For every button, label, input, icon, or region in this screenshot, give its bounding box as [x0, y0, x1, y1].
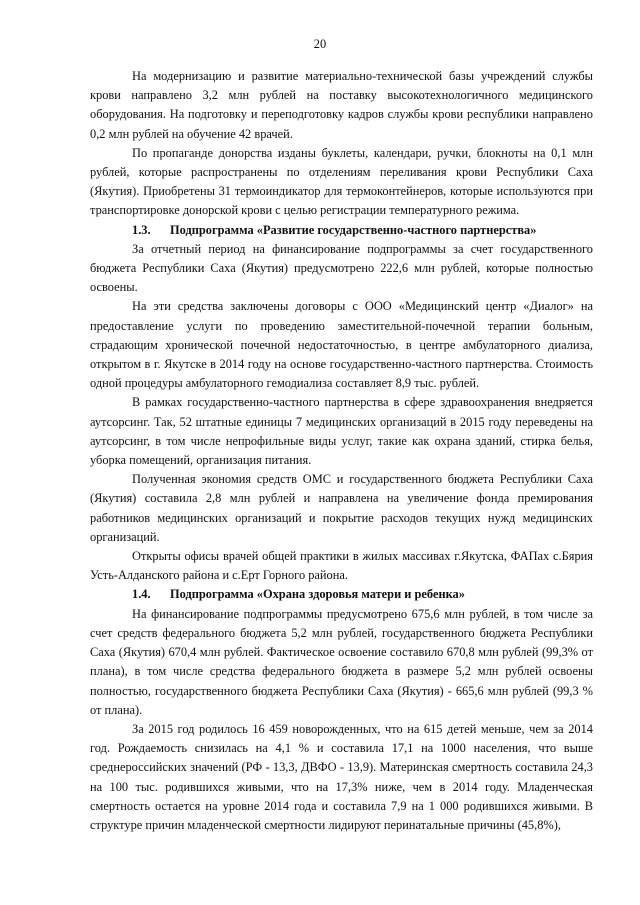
page-number: 20 — [313, 37, 327, 51]
section-number: 1.3. — [132, 222, 151, 237]
paragraph-maternal-funding: На финансирование подпрограммы предусмотрено 675,6 млн рублей, в том числе за счет средств федерального бюджета 5,2 млн рублей, государственного бюджета Республики Саха (Якутия) 670,4 млн рублей. Фактическое освоение составило 670,8 млн рублей (99,3% от плана), в том числе средства федерального бюджета в размере 5,2 млн рублей освоены полностью, государственного бюджета Республики Саха (Якутия) - 665,6 млн рублей (99,3 % от плана). — [90, 606, 593, 717]
page-body — [90, 67, 593, 835]
paragraph-outsourcing: В рамках государственно-частного партнерства в сфере здравоохранения внедряется аутсорсинг. Так, 52 штатные единицы 7 медицинских организаций в 2015 году переведены на аутсорсинг, в том числе непрофильные виды услуг, такие как охрана зданий, стирка белья, уборка помещений, организация питания. — [90, 395, 593, 468]
paragraph-blood-service-modernization: На модернизацию и развитие материально-технической базы учреждений службы крови направлено 3,2 млн рублей на поставку высокотехнологичного медицинского оборудования. На подготовку и переподготовку кадров службы крови республики направлено 0,2 млн рублей на обучение 42 врачей. — [90, 69, 593, 141]
paragraph-birth-statistics: За 2015 год родилось 16 459 новорожденных, что на 615 детей меньше, чем за 2014 год. Рождаемость снизилась на 4,1 % и составила 17,1 на 1000 населения, что выше среднероссийских значений (РФ - 13,3, ДВФО - 13,9). Материнская смертность составила 24,3 на 100 тыс. родившихся живыми, что на 17,3% ниже, чем в 2014 году. Младенческая смертность остается на уровне 2014 года и составила 7,9 на 1 000 родившихся живыми. В структуре причин младенческой смертности лидируют перинатальные причины (45,8%), — [90, 721, 593, 832]
paragraph-gp-offices: Открыты офисы врачей общей практики в жилых массивах г.Якутска, ФАПах с.Бярия Усть-Алданского района и с.Ерт Горного района. — [90, 549, 593, 583]
section-heading-1-4 — [90, 585, 593, 604]
paragraph-donor-propaganda: По пропаганде донорства изданы буклеты, календари, ручки, блокноты на 0,1 млн рублей, которые распространены по отделениям переливания крови Республики Саха (Якутия). Приобретены 31 термоиндикатор для термоконтейнеров, которые используются при транспортировке донорской крови с целью регистрации температурного режима. — [90, 145, 593, 218]
section-title: Подпрограмма «Охрана здоровья матери и ребенка» — [170, 587, 465, 602]
section-heading-1-3 — [90, 221, 593, 240]
paragraph-ppp-funding: За отчетный период на финансирование подпрограммы за счет государственного бюджета Республики Саха (Якутия) предусмотрено 222,6 млн рублей, которые полностью освоены. — [90, 241, 593, 295]
section-title: Подпрограмма «Развитие государственно-частного партнерства» — [170, 222, 537, 237]
paragraph-dialysis-contracts: На эти средства заключены договоры с ООО «Медицинский центр «Диалог» на предоставление услуги по проведению заместительной-почечной терапии больным, страдающим хронической почечной недостаточностью, в центре амбулаторного диализа, открытом в г. Якутске в 2014 году на основе государственно-частного партнерства. Стоимость одной процедуры амбулаторного гемодиализа составляет 8,9 тыс. рублей. — [90, 299, 593, 391]
section-number: 1.4. — [132, 587, 151, 602]
paragraph-oms-savings: Полученная экономия средств ОМС и государственного бюджета Республики Саха (Якутия) составила 2,8 млн рублей и направлена на увеличение фонда премирования работников медицинских организаций и покрытие расходов текущих нужд медицинских организаций. — [90, 472, 593, 544]
